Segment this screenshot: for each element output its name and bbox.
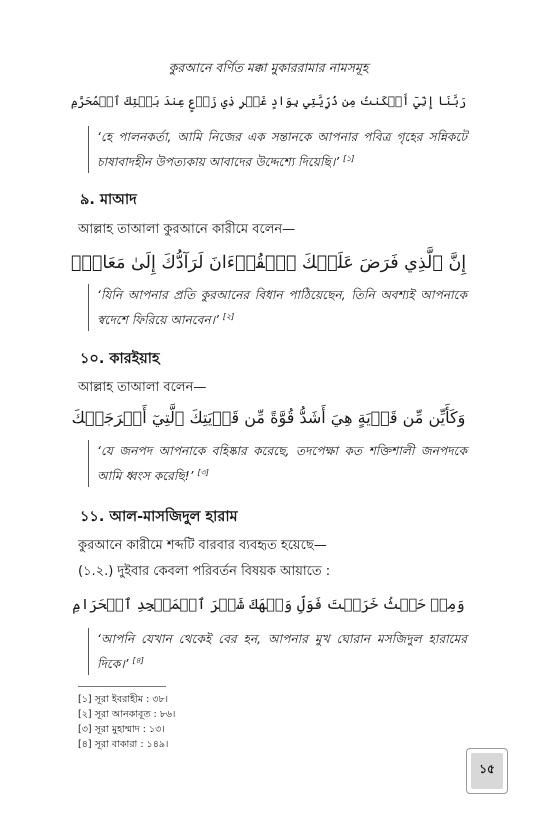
page-number: ১৫ bbox=[471, 753, 503, 789]
section-heading-11: ১১. আল-মাসজিদুল হারাম bbox=[80, 509, 238, 525]
page-number-box bbox=[466, 748, 508, 794]
quote-text: ‘যিনি আপনার প্রতি কুরআনের বিধান পাঠিয়েছেন, তিনি অবশ্যই আপনাকে স্বদেশে ফিরিয়ে আনবেন।’ bbox=[97, 288, 467, 328]
translation-quote-3 bbox=[88, 440, 467, 487]
footnote-ref: [৩] bbox=[197, 468, 209, 477]
translation-quote-2 bbox=[88, 284, 467, 331]
footnote-ref: [২] bbox=[222, 312, 235, 321]
footnote-item: [৩] সূরা মুহাম্মাদ : ১৩। bbox=[78, 724, 165, 735]
footnote-item: [২] সূরা আনকাবূত : ৮৬। bbox=[78, 709, 176, 720]
section-intro-11: কুরআনে কারীমে শব্দটি বারবার ব্যবহৃত হয়েছে— bbox=[78, 538, 327, 553]
running-header: কুরআনে বর্ণিত মক্কা মুকাররামার নামসমূহ bbox=[168, 60, 369, 75]
footnote-item: [৪] সূরা বাকারা : ১৪৯। bbox=[78, 739, 169, 750]
arabic-verse-3: وَكَأَيِّن مِّن قَرۡيَةٍ هِيَ أَشَدُّ قُوَّةً مِّن قَرۡيَتِكَ ٱلَّتِيٓ أَخۡرَجَتۡكَ bbox=[71, 408, 466, 427]
quote-text: ‘যে জনপদ আপনাকে বহিষ্কার করেছে, তদপেক্ষা কত শক্তিশালী জনপদকে আমি ধ্বংস করেছি!’ bbox=[97, 444, 467, 484]
section-intro-10: আল্লাহ তাআলা বলেন— bbox=[78, 380, 207, 395]
arabic-verse-1: رَبَّنَا إِنِّيٓ أَسۡكَنتُ مِن ذُرِّيَّتِي بِوَادٍ غَيۡرِ ذِي زَرۡعٍ عِندَ بَيۡتِكَ ٱلۡمُحَرَّمِ bbox=[70, 94, 467, 108]
quote-text: ‘হে পালনকর্তা, আমি নিজের এক সন্তানকে আপনার পবিত্র গৃহের সন্নিকটে চাষাবাদহীন উপত্যকায় আবাদের উদ্দেশ্যে দিয়েছি।’ bbox=[97, 130, 467, 170]
quote-text: ‘আপনি যেখান থেকেই বের হন, আপনার মুখ ঘোরান মসজিদুল হারামের দিকে।’ bbox=[97, 632, 467, 672]
section-subintro-11: (১.২.) দুইবার কেবলা পরিবর্তন বিষয়ক আয়াতে : bbox=[78, 564, 331, 579]
section-intro-9: আল্লাহ তাআলা কুরআনে কারীমে বলেন— bbox=[78, 222, 296, 237]
arabic-verse-4: وَمِنۡ حَيۡثُ خَرَجۡتَ فَوَلِّ وَجۡهَكَ شَطۡرَ ٱلۡمَسۡجِدِ ٱلۡحَرَامِ bbox=[72, 597, 465, 613]
footnotes bbox=[78, 692, 175, 752]
translation-quote-1 bbox=[88, 126, 467, 173]
section-heading-10: ১০. কারইয়াহ bbox=[80, 351, 160, 367]
footnote-ref: [১] bbox=[342, 154, 355, 163]
arabic-verse-2: إِنَّ ٱلَّذِي فَرَضَ عَلَيۡكَ ٱلۡقُرۡءَانَ لَرَآدُّكَ إِلَىٰ مَعَادٍۚ bbox=[70, 253, 467, 273]
section-heading-9: ৯. মাআদ bbox=[80, 192, 137, 208]
footnote-item: [১] সূরা ইবরাহীম : ৩৮। bbox=[78, 694, 169, 705]
translation-quote-4 bbox=[88, 628, 467, 675]
footnote-divider bbox=[78, 686, 166, 687]
footnote-ref: [৪] bbox=[132, 656, 144, 665]
